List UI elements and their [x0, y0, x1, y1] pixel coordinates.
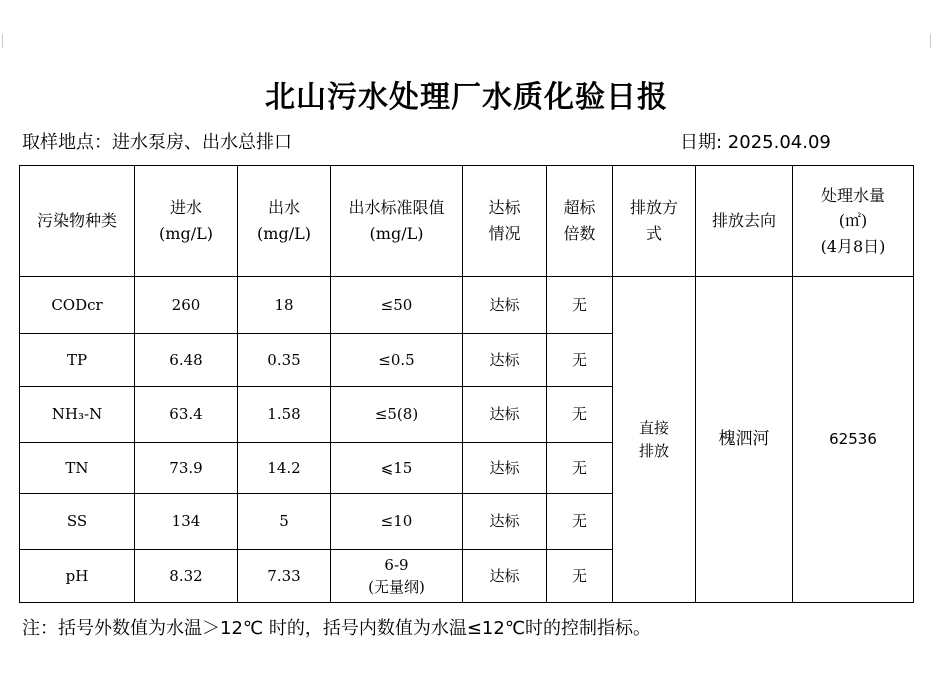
exceed-value: 无 — [547, 334, 613, 387]
limit-value: ⩽15 — [331, 443, 463, 494]
status-value: 达标 — [463, 277, 547, 334]
outflow-value: 5 — [238, 494, 331, 550]
inflow-value: 8.32 — [135, 550, 238, 603]
pollutant-name: TN — [20, 443, 135, 494]
outflow-value: 7.33 — [238, 550, 331, 603]
header-discharge-destination: 排放去向 — [696, 166, 793, 277]
pollutant-name: TP — [20, 334, 135, 387]
pollutant-name: CODcr — [20, 277, 135, 334]
inflow-value: 260 — [135, 277, 238, 334]
limit-value: ≤5(8) — [331, 387, 463, 443]
status-value: 达标 — [463, 494, 547, 550]
header-status: 达标 情况 — [463, 166, 547, 277]
status-value: 达标 — [463, 443, 547, 494]
footnote: 注：括号外数值为水温＞12℃ 时的，括号内数值为水温≤12℃时的控制指标。 — [22, 618, 652, 639]
exceed-value: 无 — [547, 494, 613, 550]
header-inflow: 进水 (mg/L) — [135, 166, 238, 277]
treated-volume-value: 62536 — [793, 277, 914, 603]
header-exceed: 超标 倍数 — [547, 166, 613, 277]
sampling-location: 取样地点：进水泵房、出水总排口 — [22, 132, 292, 153]
outflow-value: 1.58 — [238, 387, 331, 443]
header-discharge-method: 排放方 式 — [613, 166, 696, 277]
exceed-value: 无 — [547, 443, 613, 494]
inflow-value: 73.9 — [135, 443, 238, 494]
exceed-value: 无 — [547, 277, 613, 334]
outflow-value: 14.2 — [238, 443, 331, 494]
report-date: 日期: 2025.04.09 — [680, 132, 831, 153]
report-title: 北山污水处理厂水质化验日报 — [265, 80, 668, 115]
limit-value: ≤10 — [331, 494, 463, 550]
pollutant-name: SS — [20, 494, 135, 550]
limit-value: ≤0.5 — [331, 334, 463, 387]
table-row — [20, 277, 914, 334]
status-value: 达标 — [463, 387, 547, 443]
exceed-value: 无 — [547, 550, 613, 603]
water-quality-table — [19, 165, 914, 603]
outflow-value: 18 — [238, 277, 331, 334]
discharge-destination-cell: 槐泗河 — [696, 277, 793, 603]
header-row — [20, 166, 914, 277]
inflow-value: 6.48 — [135, 334, 238, 387]
pollutant-name: pH — [20, 550, 135, 603]
page-edge-mark-left — [2, 34, 3, 48]
header-treated-volume: 处理水量 (㎡) (4月8日) — [793, 166, 914, 277]
header-limit: 出水标准限值 (mg/L) — [331, 166, 463, 277]
inflow-value: 134 — [135, 494, 238, 550]
outflow-value: 0.35 — [238, 334, 331, 387]
header-pollutant: 污染物种类 — [20, 166, 135, 277]
status-value: 达标 — [463, 550, 547, 603]
exceed-value: 无 — [547, 387, 613, 443]
page-edge-mark-right — [930, 34, 931, 48]
limit-value: 6-9 (无量纲) — [331, 550, 463, 603]
inflow-value: 63.4 — [135, 387, 238, 443]
pollutant-name: NH₃-N — [20, 387, 135, 443]
header-outflow: 出水 (mg/L) — [238, 166, 331, 277]
status-value: 达标 — [463, 334, 547, 387]
limit-value: ≤50 — [331, 277, 463, 334]
discharge-method-cell: 直接 排放 — [613, 277, 696, 603]
